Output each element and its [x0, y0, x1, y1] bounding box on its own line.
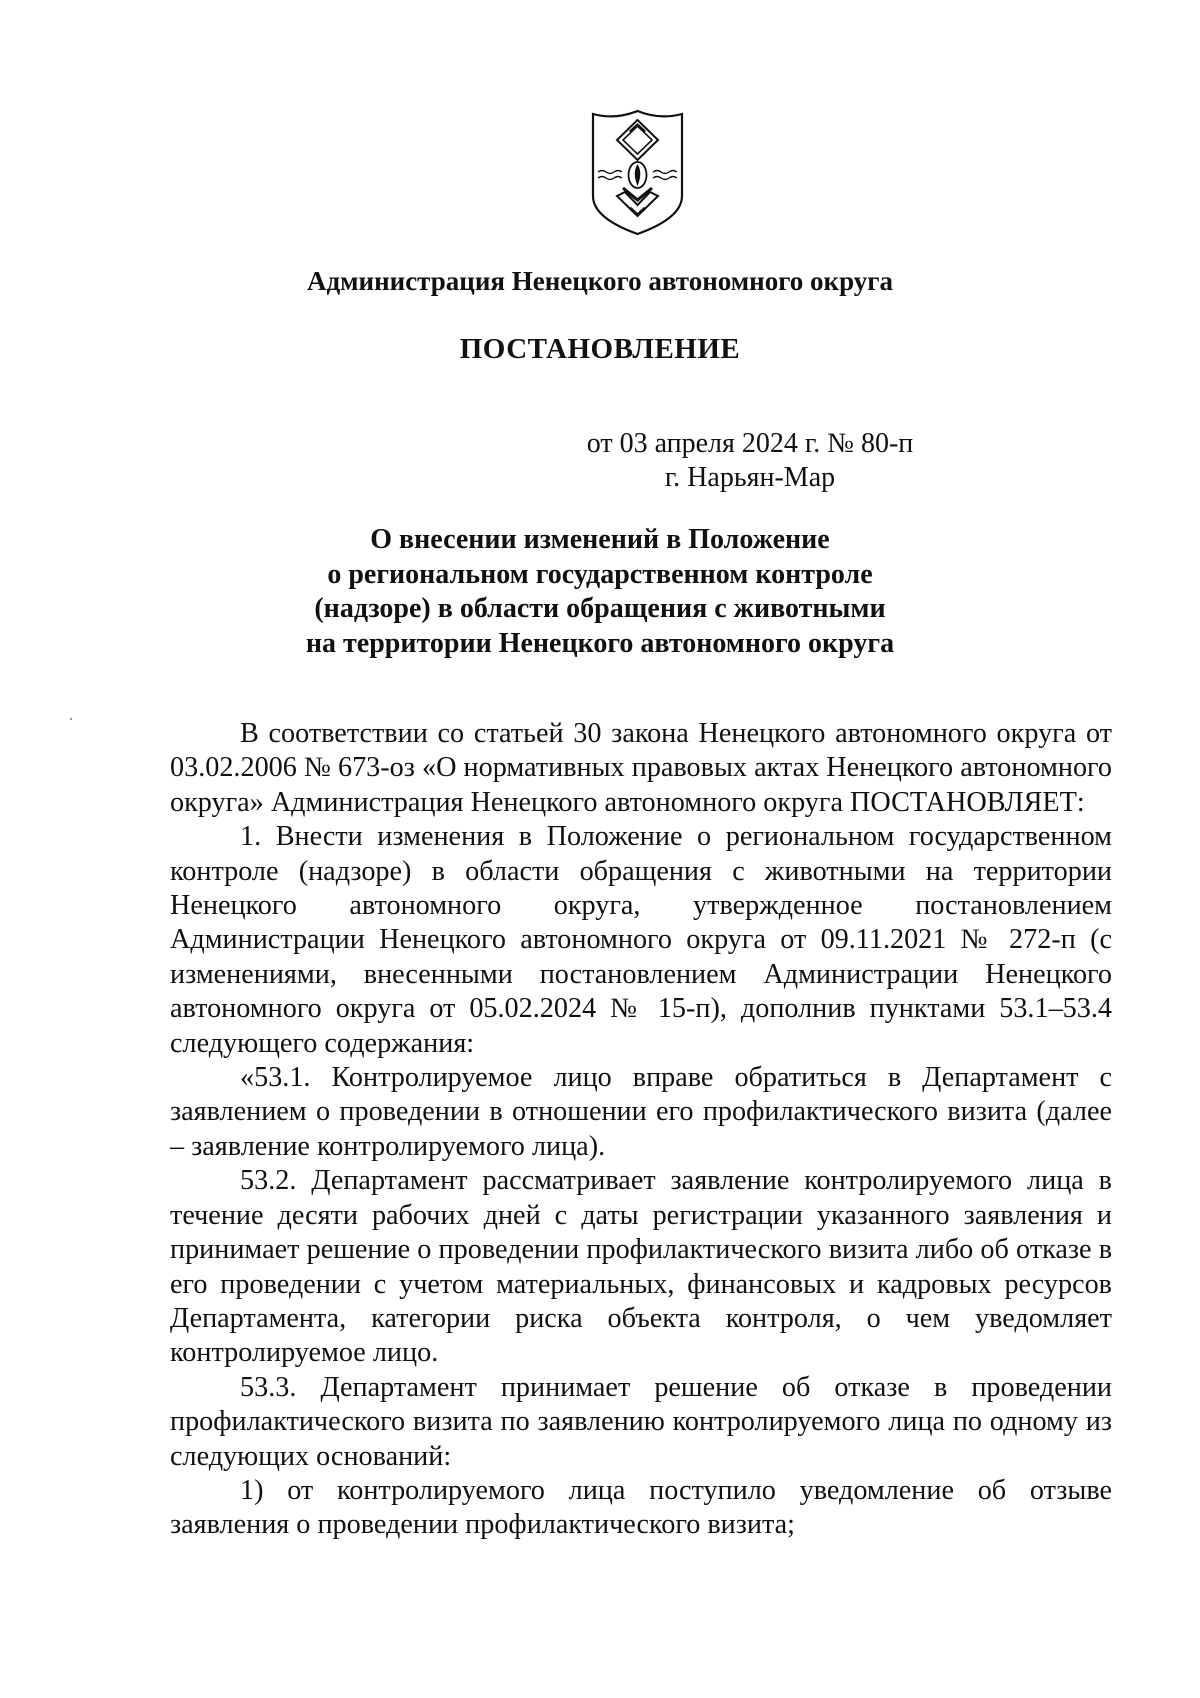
title-line: О внесении изменений в Положение [370, 524, 830, 555]
organization-name: Администрация Ненецкого автономного округа [306, 266, 894, 296]
title-line: о региональном государственном контроле [327, 558, 873, 590]
scan-artifact [70, 718, 72, 720]
body-paragraph: 53.3. Департамент принимает решение об отказе в проведении профилактического визита по заявлению контролируемого лица по одному из следующих оснований: [170, 1371, 1112, 1472]
body-paragraph: В соответствии со статьей 30 закона Ненецкого автономного округа от 03.02.2006 № 673-оз «О нормативных правовых актах Ненецкого автономного округа» Администрация Ненецкого автономного округа ПОСТАНОВЛЯЕТ: [170, 718, 1112, 818]
body-paragraph: 1) от контролируемого лица поступило уведомление об отзыве заявления о проведении профилактического визита; [170, 1474, 1112, 1541]
title-line: на территории Ненецкого автономного округа [305, 627, 895, 659]
city: г. Нарьян-Мар [664, 462, 836, 493]
title-line: (надзоре) в области обращения с животными [314, 593, 886, 624]
date-and-number: от 03 апреля 2024 г. № 80-п [586, 428, 914, 459]
document-title [0, 523, 1200, 661]
body-paragraph: «53.1. Контролируемое лицо вправе обратиться в Департамент с заявлением о проведении в отношении его профилактического визита (далее – заявление контролируемого лица). [170, 1062, 1112, 1162]
document-body [170, 717, 1112, 1543]
body-paragraph: 53.2. Департамент рассматривает заявление контролируемого лица в течение десяти рабочих дней с даты регистрации указанного заявления и принимает решение о проведении профилактического визита либо об отказе в его проведении с учетом материальных, финансовых и кадровых ресурсов Департамента, категории риска объекта контроля, о чем уведомляет контролируемое лицо. [170, 1165, 1112, 1369]
body-paragraph: 1. Внести изменения в Положение о региональном государственном контроле (надзоре) в области обращения с животными на территории Ненецкого автономного округа, утвержденное постановлением Администрации Ненецкого автономного округа от 09.11.2021 № 272-п (с изменениями, внесенными постановлением Администрации Ненецкого автономного округа от 05.02.2024 № 15-п), дополнив пунктами 53.1–53.4 следующего содержания: [170, 821, 1112, 1059]
document-type: ПОСТАНОВЛЕНИЕ [459, 333, 741, 365]
coat-of-arms-icon [590, 108, 685, 236]
